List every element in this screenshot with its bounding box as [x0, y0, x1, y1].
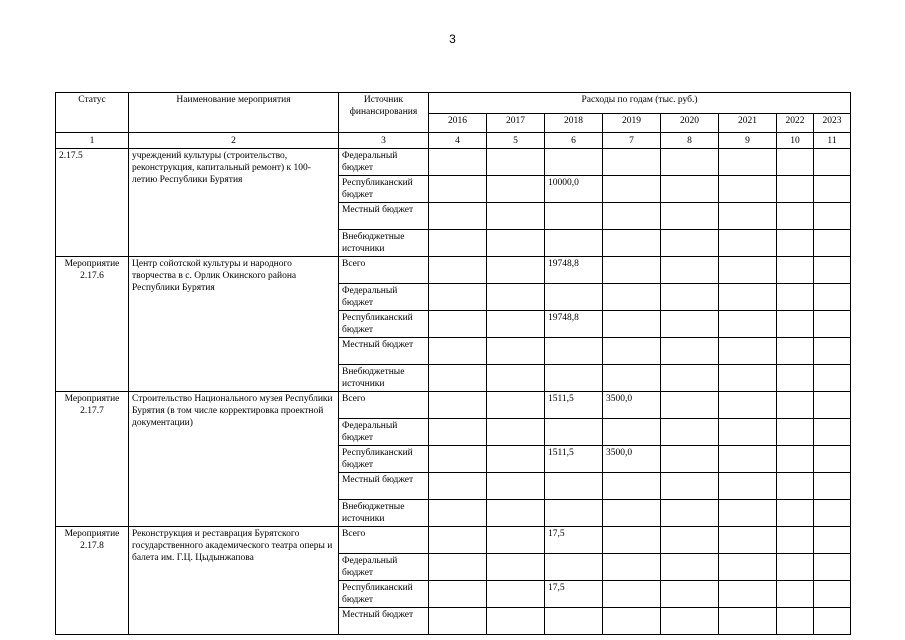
table-body	[56, 149, 851, 635]
year-value	[719, 176, 777, 203]
year-value	[429, 284, 487, 311]
year-value	[429, 419, 487, 446]
column-number: 3	[339, 133, 429, 149]
year-value	[603, 554, 661, 581]
header-name: Наименование мероприятия	[129, 93, 339, 133]
year-value	[661, 392, 719, 419]
header-year: 2022	[777, 114, 814, 133]
year-value	[777, 581, 814, 608]
year-value	[429, 257, 487, 284]
year-value	[487, 230, 545, 257]
column-number: 10	[777, 133, 814, 149]
year-value	[814, 500, 851, 527]
year-value	[777, 284, 814, 311]
year-value	[545, 473, 603, 500]
year-value	[719, 419, 777, 446]
year-value	[487, 149, 545, 176]
year-value	[661, 554, 719, 581]
year-value	[487, 446, 545, 473]
year-value	[777, 473, 814, 500]
year-value	[719, 284, 777, 311]
year-value	[661, 338, 719, 365]
year-value	[661, 230, 719, 257]
year-value	[429, 446, 487, 473]
year-value	[487, 581, 545, 608]
year-value	[429, 176, 487, 203]
year-value	[429, 230, 487, 257]
year-value: 1511,5	[545, 392, 603, 419]
header-year: 2021	[719, 114, 777, 133]
year-value	[661, 311, 719, 338]
year-value	[719, 149, 777, 176]
year-value	[603, 257, 661, 284]
year-value	[777, 446, 814, 473]
year-value	[429, 473, 487, 500]
year-value	[777, 230, 814, 257]
column-number: 6	[545, 133, 603, 149]
year-value	[429, 608, 487, 635]
year-value	[429, 311, 487, 338]
table-row	[56, 149, 851, 176]
year-value	[719, 311, 777, 338]
year-value	[661, 500, 719, 527]
header-row	[56, 93, 851, 114]
year-value	[545, 230, 603, 257]
header-expenses: Расходы по годам (тыс. руб.)	[429, 93, 851, 114]
year-value	[661, 419, 719, 446]
year-value	[719, 446, 777, 473]
column-number: 7	[603, 133, 661, 149]
year-value: 10000,0	[545, 176, 603, 203]
header-year: 2019	[603, 114, 661, 133]
table-row	[56, 392, 851, 419]
year-value	[429, 338, 487, 365]
year-value: 19748,8	[545, 311, 603, 338]
funding-source: Республиканский бюджет	[339, 311, 429, 338]
header-year: 2016	[429, 114, 487, 133]
year-value	[777, 365, 814, 392]
year-value	[661, 365, 719, 392]
year-value	[719, 257, 777, 284]
year-value	[777, 311, 814, 338]
funding-source: Федеральный бюджет	[339, 284, 429, 311]
year-value	[814, 581, 851, 608]
year-value	[777, 608, 814, 635]
year-value	[429, 203, 487, 230]
activity-status: 2.17.5	[56, 149, 129, 257]
funding-source: Федеральный бюджет	[339, 554, 429, 581]
funding-source: Внебюджетные источники	[339, 500, 429, 527]
year-value	[777, 203, 814, 230]
funding-source: Местный бюджет	[339, 203, 429, 230]
year-value	[603, 284, 661, 311]
activity-name: учреждений культуры (строительство, реконструкция, капитальный ремонт) к 100-летию Республики Бурятия	[129, 149, 339, 257]
year-value	[603, 149, 661, 176]
year-value	[429, 554, 487, 581]
year-value	[487, 176, 545, 203]
year-value	[429, 500, 487, 527]
year-value	[487, 338, 545, 365]
year-value	[487, 554, 545, 581]
year-value: 19748,8	[545, 257, 603, 284]
year-value	[777, 419, 814, 446]
year-value	[777, 176, 814, 203]
funding-source: Всего	[339, 527, 429, 554]
year-value	[545, 203, 603, 230]
header-year: 2020	[661, 114, 719, 133]
year-value	[661, 203, 719, 230]
year-value	[603, 176, 661, 203]
year-value	[719, 527, 777, 554]
column-number: 4	[429, 133, 487, 149]
year-value	[777, 554, 814, 581]
year-value	[487, 527, 545, 554]
year-value	[719, 581, 777, 608]
header-year: 2023	[814, 114, 851, 133]
year-value	[487, 608, 545, 635]
year-value	[487, 500, 545, 527]
year-value	[545, 338, 603, 365]
activity-name: Строительство Национального музея Республики Бурятия (в том числе корректировка проектной документации)	[129, 392, 339, 527]
activity-status: Мероприятие 2.17.7	[56, 392, 129, 527]
year-value	[429, 365, 487, 392]
year-value	[429, 527, 487, 554]
funding-source: Республиканский бюджет	[339, 446, 429, 473]
table-row	[56, 527, 851, 554]
year-value	[603, 500, 661, 527]
year-value	[603, 473, 661, 500]
year-value	[603, 365, 661, 392]
table-row	[56, 257, 851, 284]
column-number: 9	[719, 133, 777, 149]
year-value	[661, 581, 719, 608]
year-value	[814, 473, 851, 500]
header-year: 2017	[487, 114, 545, 133]
year-value	[814, 392, 851, 419]
year-value	[777, 500, 814, 527]
year-value	[487, 365, 545, 392]
year-value	[487, 203, 545, 230]
year-value: 17,5	[545, 527, 603, 554]
year-value	[719, 203, 777, 230]
year-value	[545, 149, 603, 176]
year-value	[603, 527, 661, 554]
column-number: 5	[487, 133, 545, 149]
year-value	[603, 311, 661, 338]
column-number: 2	[129, 133, 339, 149]
activity-status: Мероприятие 2.17.6	[56, 257, 129, 392]
year-value	[603, 338, 661, 365]
year-value	[719, 230, 777, 257]
year-value	[603, 203, 661, 230]
year-value	[814, 311, 851, 338]
year-value	[661, 284, 719, 311]
year-value	[603, 419, 661, 446]
year-value	[814, 149, 851, 176]
column-number: 8	[661, 133, 719, 149]
year-value	[814, 365, 851, 392]
year-value	[777, 257, 814, 284]
year-value	[487, 392, 545, 419]
year-value	[429, 581, 487, 608]
year-value	[603, 608, 661, 635]
funding-source: Федеральный бюджет	[339, 149, 429, 176]
activity-status: Мероприятие 2.17.8	[56, 527, 129, 635]
year-value	[487, 473, 545, 500]
year-value	[487, 257, 545, 284]
year-value	[661, 446, 719, 473]
year-value	[814, 257, 851, 284]
year-value	[719, 554, 777, 581]
funding-source: Всего	[339, 392, 429, 419]
column-number: 1	[56, 133, 129, 149]
year-value	[814, 284, 851, 311]
activity-name: Реконструкция и реставрация Бурятского государственного академического театра оперы и балета им. Г.Ц. Цыдынжапова	[129, 527, 339, 635]
funding-source: Местный бюджет	[339, 338, 429, 365]
year-value	[661, 527, 719, 554]
year-value	[719, 473, 777, 500]
year-value	[719, 500, 777, 527]
year-value: 3500,0	[603, 392, 661, 419]
year-value	[603, 230, 661, 257]
funding-source: Республиканский бюджет	[339, 176, 429, 203]
year-value: 3500,0	[603, 446, 661, 473]
year-value	[429, 149, 487, 176]
year-value	[429, 392, 487, 419]
year-value	[777, 338, 814, 365]
year-value	[545, 608, 603, 635]
year-value	[719, 608, 777, 635]
year-value	[777, 392, 814, 419]
year-value	[487, 284, 545, 311]
header-year: 2018	[545, 114, 603, 133]
year-value	[719, 338, 777, 365]
year-value	[603, 581, 661, 608]
funding-source: Всего	[339, 257, 429, 284]
year-value: 17,5	[545, 581, 603, 608]
funding-source: Местный бюджет	[339, 473, 429, 500]
header-status: Статус	[56, 93, 129, 133]
activity-name: Центр сойотской культуры и народного творчества в с. Орлик Окинского района Республики Бурятия	[129, 257, 339, 392]
year-value	[814, 230, 851, 257]
funding-source: Внебюджетные источники	[339, 365, 429, 392]
year-value	[545, 419, 603, 446]
year-value	[545, 554, 603, 581]
year-value	[487, 311, 545, 338]
expenses-table	[55, 92, 851, 635]
funding-source: Федеральный бюджет	[339, 419, 429, 446]
year-value	[814, 338, 851, 365]
year-value	[777, 527, 814, 554]
year-value	[719, 392, 777, 419]
column-number-row	[56, 133, 851, 149]
funding-source: Республиканский бюджет	[339, 581, 429, 608]
year-value	[814, 176, 851, 203]
year-value	[545, 284, 603, 311]
year-value	[661, 473, 719, 500]
year-value	[661, 608, 719, 635]
year-value	[545, 500, 603, 527]
year-value	[777, 149, 814, 176]
year-value	[814, 419, 851, 446]
year-value	[814, 446, 851, 473]
year-value	[661, 176, 719, 203]
year-value	[545, 365, 603, 392]
year-value	[814, 203, 851, 230]
page-number: 3	[449, 32, 456, 46]
year-value	[661, 149, 719, 176]
column-number: 11	[814, 133, 851, 149]
year-value: 1511,5	[545, 446, 603, 473]
year-value	[719, 365, 777, 392]
year-value	[487, 419, 545, 446]
funding-source: Внебюджетные источники	[339, 230, 429, 257]
year-value	[661, 257, 719, 284]
year-value	[814, 554, 851, 581]
header-source: Источник финансирования	[339, 93, 429, 133]
year-value	[814, 608, 851, 635]
year-value	[814, 527, 851, 554]
funding-source: Местный бюджет	[339, 608, 429, 635]
